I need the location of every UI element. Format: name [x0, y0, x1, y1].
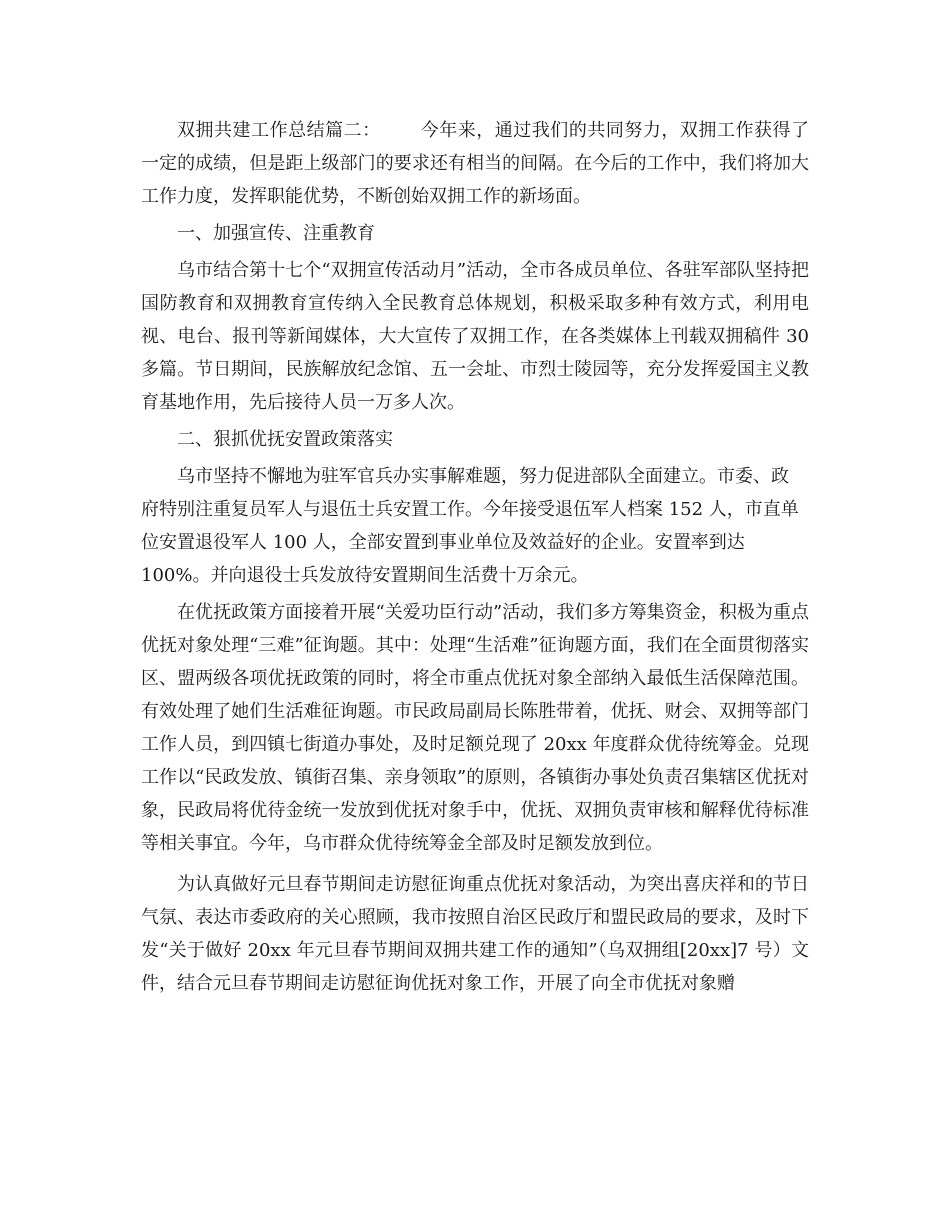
paragraph-preferential-policy: 在优抚政策方面接着开展“关爱功臣行动”活动，我们多方筹集资金，积极为重点优抚对象处理“三难”征询题。其中：处理“生活难”征询题方面，我们在全面贯彻落实区、盟两级各项优抚政策的同时，将全市重点优抚对象全部纳入最低生活保障范围。有效处理了她们生活难征询题。市民政局副局长陈胜带着，优抚、财会、双拥等部门工作人员，到四镇七街道办事处，及时足额兑现了 20xx 年度群众优待统筹金。兑现工作以“民政发放、镇街召集、亲身领取”的原则，各镇街办事处负责召集辖区优抚对象，民政局将优待金统一发放到优抚对象手中，优抚、双拥负责审核和解释优待标准等相关事宜。今年，乌市群众优待统筹金全部及时足额发放到位。	[141, 602, 809, 854]
paragraph-publicity: 乌市结合第十七个“双拥宣传活动月”活动，全市各成员单位、各驻军部队坚持把国防教育和双拥教育宣传纳入全民教育总体规划，积极采取多种有效方式，利用电视、电台、报刊等新闻媒体，大大宣传了双拥工作，在各类媒体上刊载双拥稿件 30 多篇。节日期间，民族解放纪念馆、五一会址、市烈士陵园等，充分发挥爱国主义教育基地作用，先后接待人员一万多人次。	[141, 260, 809, 413]
resettlement-line-4: 100%。并向退役士兵发放待安置期间生活费十万余元。	[141, 565, 589, 586]
resettlement-line-2: 府特别注重复员军人与退伍士兵安置工作。今年接受退伍军人档案 152 人，市直单	[141, 499, 799, 520]
resettlement-line-1: 乌市坚持不懈地为驻军官兵办实事解难题，努力促进部队全面建立。市委、政	[177, 466, 789, 487]
document-body	[141, 114, 809, 1000]
heading-policy-implementation: 二、狠抓优抚安置政策落实	[177, 429, 393, 450]
paragraph-resettlement	[141, 460, 809, 592]
heading-publicity-education: 一、加强宣传、注重教育	[177, 223, 375, 244]
intro-paragraph	[141, 114, 809, 213]
resettlement-line-3: 位安置退役军人 100 人，全部安置到事业单位及效益好的企业。安置率到达	[141, 532, 745, 553]
intro-text: 今年来，通过我们的共同努力，双拥工作获得了一定的成绩，但是距上级部门的要求还有相当的间隔。在今后的工作中，我们将加大工作力度，发挥职能优势，不断创始双拥工作的新场面。	[141, 120, 810, 207]
paragraph-spring-festival-visits: 为认真做好元旦春节期间走访慰征询重点优抚对象活动，为突出喜庆祥和的节日气氛、表达市委政府的关心照顾，我市按照自治区民政厅和盟民政局的要求，及时下发“关于做好 20xx 年元旦春节期间双拥共建工作的通知”（乌双拥组[20xx]7 号）文件，结合元旦春节期间走访慰征询优抚对象工作，开展了向全市优抚对象赠	[141, 874, 809, 994]
section-title: 双拥共建工作总结篇二：	[177, 120, 381, 141]
